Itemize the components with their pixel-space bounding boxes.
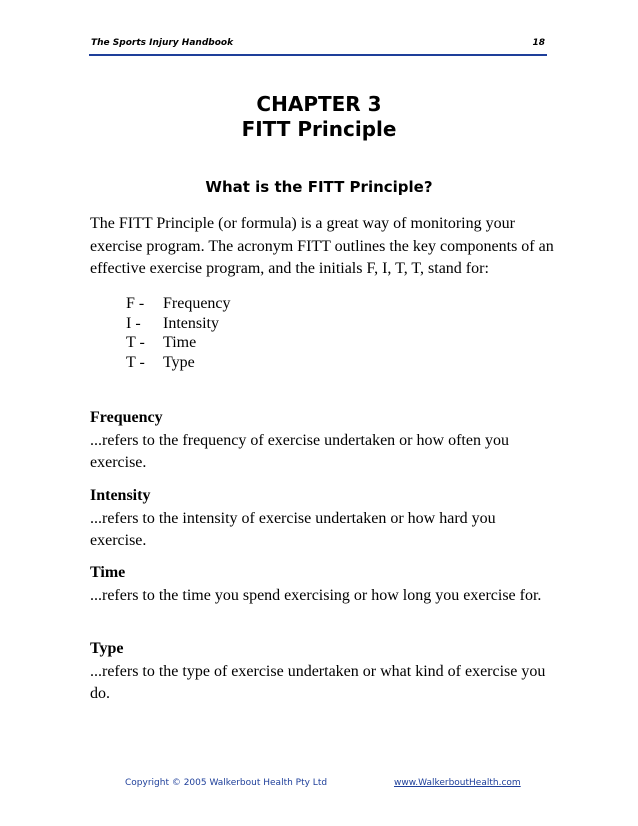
acronym-letter: T - [126, 353, 145, 371]
definition-time [90, 562, 550, 607]
definition-text: ...refers to the frequency of exercise undertaken or how often you exercise. [90, 431, 509, 471]
acronym-word: Intensity [163, 314, 219, 332]
acronym-letter: F - [126, 295, 145, 312]
definition-text: ...refers to the intensity of exercise undertaken or how hard you exercise. [90, 509, 496, 549]
acronym-item [126, 333, 326, 353]
definition-term: Time [90, 564, 126, 581]
definition-intensity [90, 485, 550, 553]
acronym-item [126, 353, 326, 373]
acronym-word: Type [163, 353, 195, 371]
definition-type [90, 638, 550, 706]
acronym-item [126, 294, 326, 314]
acronym-word: Frequency [163, 295, 231, 312]
chapter-title: FITT Principle [241, 117, 397, 141]
footer-website-link[interactable]: www.WalkerboutHealth.com [394, 778, 521, 788]
definition-term: Frequency [90, 409, 163, 426]
definition-term: Type [90, 640, 124, 657]
acronym-word: Time [163, 334, 197, 351]
acronym-letter: I - [126, 314, 141, 332]
definition-text: ...refers to the type of exercise undertaken or what kind of exercise you do. [90, 662, 546, 702]
acronym-item [126, 314, 326, 334]
chapter-number: CHAPTER 3 [256, 92, 382, 116]
section-heading: What is the FITT Principle? [205, 178, 433, 196]
intro-paragraph: The FITT Principle (or formula) is a great way of monitoring your exercise program. The acronym FITT outlines the key components of an effective exercise program, and the initials F, I, T, T, stand for: [90, 215, 554, 277]
definition-text: ...refers to the time you spend exercising or how long you exercise for. [90, 586, 542, 604]
acronym-letter: T - [126, 334, 145, 351]
page-number: 18 [532, 38, 545, 48]
acronym-list [126, 294, 326, 372]
page-header [89, 38, 547, 56]
book-title: The Sports Injury Handbook [91, 38, 234, 48]
definition-frequency [90, 407, 550, 475]
definition-term: Intensity [90, 487, 151, 504]
footer-copyright: Copyright © 2005 Walkerbout Health Pty Ltd [125, 778, 328, 788]
